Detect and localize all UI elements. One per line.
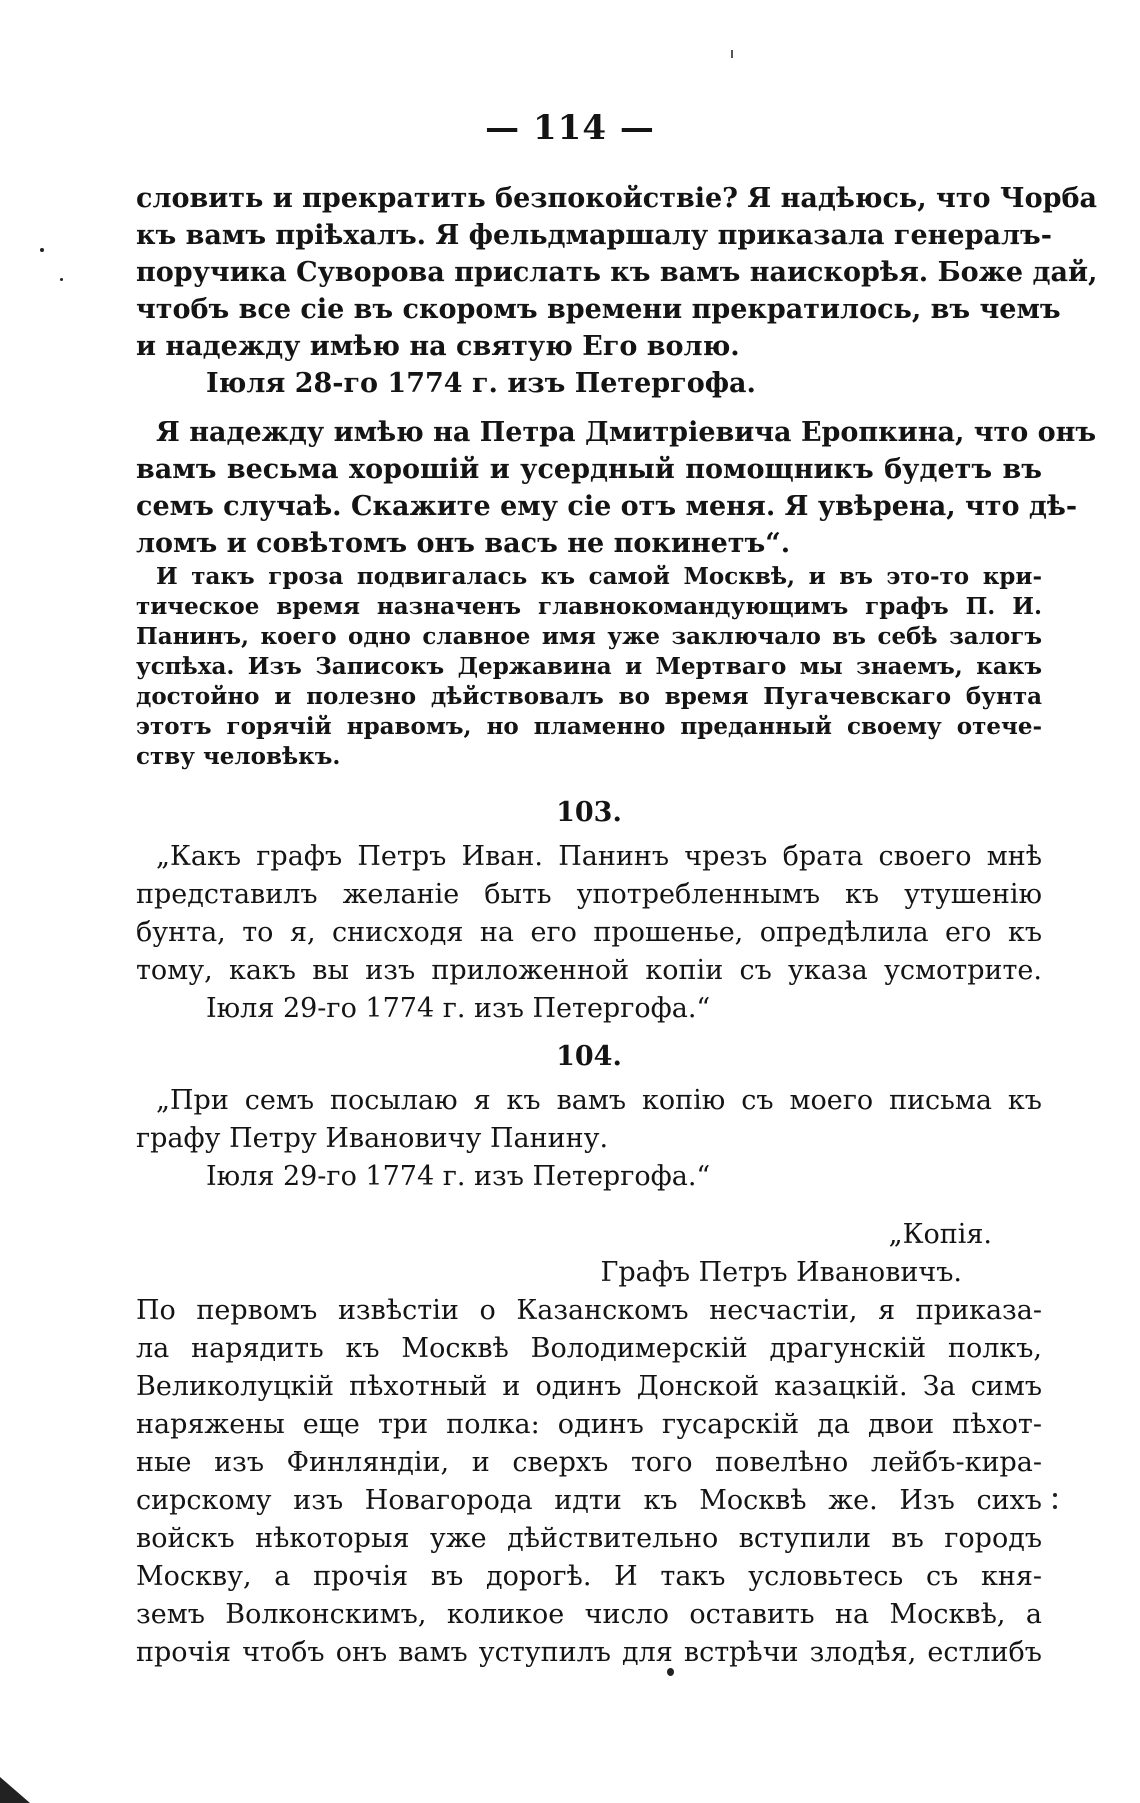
postscript-line: семъ случаѣ. Скажите ему сіе отъ меня. Я увѣрена, что дѣ- [136, 491, 1078, 522]
copy-line: Великолуцкій пѣхотный и одинъ Донской казацкій. За симъ [136, 1371, 1042, 1402]
letter-date: Іюля 28-го 1774 г. изъ Петергофа. [206, 368, 756, 399]
copy-line: ные изъ Финляндіи, и сверхъ того повелѣно лейбъ-кира- [136, 1447, 1042, 1478]
commentary-line: успѣха. Изъ Записокъ Державина и Мертваго мы знаемъ, какъ [136, 653, 1042, 680]
copy-salutation: Графъ Петръ Ивановичъ. [600, 1257, 962, 1288]
copy-letter [136, 1216, 1042, 1672]
letter-104-line: графу Петру Ивановичу Панину. [136, 1123, 609, 1154]
scan-speck [60, 278, 63, 281]
letter-103-line: тому, какъ вы изъ приложенной копіи съ указа усмотрите. [136, 955, 1042, 986]
letter-number-104: 104. [556, 1041, 622, 1072]
copy-line: наряжены еще три полка: одинъ гусарскій да двои пѣхот- [136, 1409, 1042, 1440]
page-number: — 114 — [485, 108, 655, 148]
copy-line: Москву, а прочія въ дорогѣ. И такъ условьтесь съ кня- [136, 1561, 1042, 1592]
letter-103-line: бунта, то я, снисходя на его прошенье, опредѣлила его къ [136, 917, 1042, 948]
scan-speck [40, 248, 44, 252]
commentary-line: тическое время назначенъ главнокомандующимъ графъ П. И. [136, 593, 1042, 620]
editorial-commentary [136, 562, 1042, 772]
copy-heading: „Копія. [888, 1219, 992, 1250]
copy-line: ла нарядить къ Москвѣ Володимерскій драгунскій полкъ, [136, 1333, 1042, 1364]
text-line: и надежду имѣю на святую Его волю. [136, 331, 740, 362]
letter-103-date: Іюля 29-го 1774 г. изъ Петергофа.“ [206, 993, 711, 1024]
copy-line: земъ Волконскимъ, коликое число оставить на Москвѣ, а [136, 1599, 1042, 1630]
commentary-line: И такъ гроза подвигалась къ самой Москвѣ, и въ это-то кри- [156, 563, 1042, 590]
text-line: чтобъ все сіе въ скоромъ времени прекратилось, въ чемъ [136, 294, 1061, 325]
copy-line: сирскому изъ Новагорода идти къ Москвѣ же. Изъ сихъ [136, 1485, 1042, 1516]
scan-speck [667, 1668, 674, 1676]
copy-line: прочія чтобъ онъ вамъ уступилъ для встрѣчи злодѣя, естлибъ [136, 1637, 1042, 1668]
commentary-line: этотъ горячій нравомъ, но пламенно преданный своему отече- [136, 713, 1042, 740]
letter-104-date: Іюля 29-го 1774 г. изъ Петергофа.“ [206, 1161, 711, 1192]
commentary-line: Панинъ, коего одно славное имя уже заключало въ себѣ залогъ [136, 623, 1042, 650]
postscript-line: вамъ весьма хорошій и усердный помощникъ будетъ въ [136, 454, 1042, 485]
letter-103-line: представилъ желаніе быть употребленнымъ къ утушенію [136, 879, 1042, 910]
letter-number-103: 103. [556, 797, 622, 828]
text-line: поручика Суворова прислать къ вамъ наискорѣя. Боже дай, [136, 257, 1098, 288]
copy-line: По первомъ извѣстіи о Казанскомъ несчастіи, я приказа- [136, 1295, 1042, 1326]
copy-line: войскъ нѣкоторыя уже дѣйствительно вступили въ городъ [136, 1523, 1042, 1554]
letters-section [136, 784, 1042, 1196]
commentary-line: ству человѣкъ. [136, 743, 341, 770]
postscript-line: ломъ и совѣтомъ онъ васъ не покинетъ“. [136, 528, 791, 559]
letter-continuation [136, 180, 1098, 562]
letter-103-line: „Какъ графъ Петръ Иван. Панинъ чрезъ брата своего мнѣ [156, 841, 1042, 872]
text-line: къ вамъ пріѣхалъ. Я фельдмаршалу приказала генералъ- [136, 220, 1052, 251]
scan-speck [1053, 1493, 1057, 1497]
text-line: словить и прекратить безпокойствіе? Я надѣюсь, что Чорба [136, 183, 1098, 214]
scan-mark [731, 50, 733, 58]
page-corner-mark [0, 1777, 30, 1803]
commentary-line: достойно и полезно дѣйствовалъ во время Пугачевскаго бунта [136, 683, 1042, 710]
scan-speck [1053, 1505, 1057, 1509]
letter-104-line: „При семъ посылаю я къ вамъ копію съ моего письма къ [156, 1085, 1042, 1116]
postscript-line: Я надежду имѣю на Петра Дмитріевича Еропкина, что онъ [156, 417, 1097, 448]
